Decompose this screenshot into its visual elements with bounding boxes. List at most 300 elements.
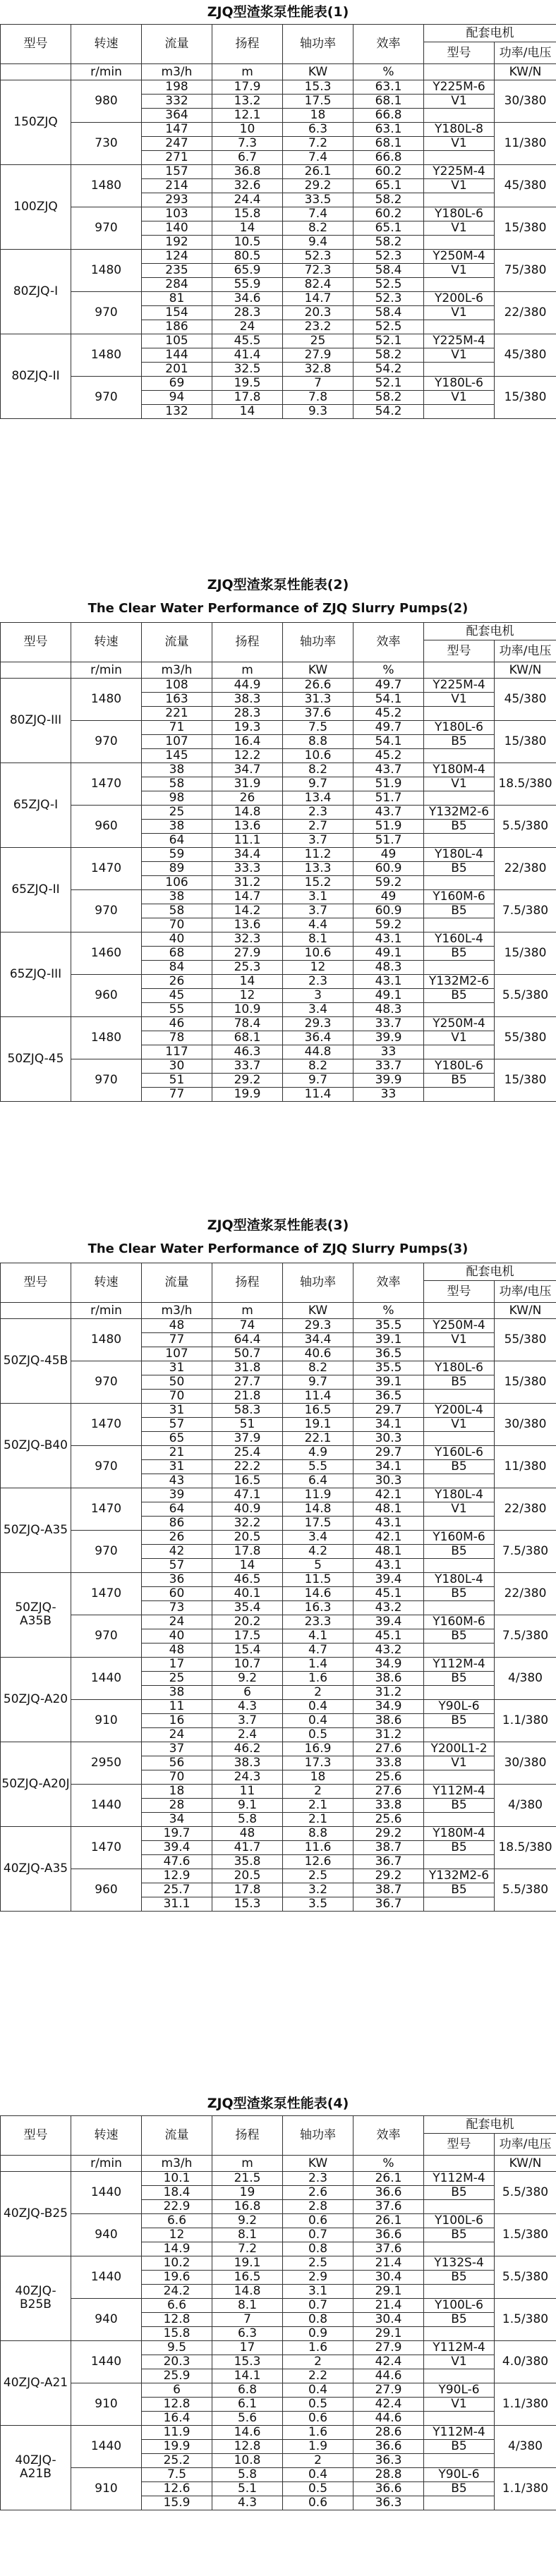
motor-model-value: Y200L-6 bbox=[424, 291, 495, 305]
head-value: 12 bbox=[212, 988, 283, 1002]
power-volt-value: 22/380 bbox=[495, 291, 556, 334]
motor-model-value: Y180M-4 bbox=[424, 1826, 495, 1840]
efficiency-value: 36.5 bbox=[353, 1347, 424, 1361]
col-header-motor-group: 配套电机 bbox=[424, 2116, 556, 2134]
efficiency-value: 43.7 bbox=[353, 763, 424, 777]
power-volt-value: 5.5/380 bbox=[495, 974, 556, 1016]
unit-power-volt: KW/N bbox=[495, 1302, 556, 1318]
motor-model-value: B5 bbox=[424, 988, 495, 1002]
motor-model-value: B5 bbox=[424, 1375, 495, 1389]
flow-value: 201 bbox=[142, 362, 212, 376]
shaft-power-value: 20.3 bbox=[283, 305, 353, 320]
efficiency-value: 36.6 bbox=[353, 2228, 424, 2242]
shaft-power-value: 4.7 bbox=[283, 1643, 353, 1657]
efficiency-value: 54.2 bbox=[353, 362, 424, 376]
power-volt-value: 4/380 bbox=[495, 2425, 556, 2467]
motor-model-value: Y180L-4 bbox=[424, 1572, 495, 1586]
shaft-power-value: 12 bbox=[283, 960, 353, 974]
head-value: 32.5 bbox=[212, 362, 283, 376]
speed-value: 1470 bbox=[71, 763, 142, 805]
efficiency-value: 51.9 bbox=[353, 777, 424, 791]
shaft-power-value: 14.8 bbox=[283, 1502, 353, 1516]
shaft-power-value: 8.2 bbox=[283, 1059, 353, 1073]
motor-model-value: Y100L-6 bbox=[424, 2213, 495, 2228]
shaft-power-value: 16.5 bbox=[283, 1403, 353, 1417]
flow-value: 107 bbox=[142, 734, 212, 748]
power-volt-value: 1.1/380 bbox=[495, 1699, 556, 1742]
shaft-power-value: 18 bbox=[283, 108, 353, 122]
motor-model-value: Y112M-4 bbox=[424, 2171, 495, 2185]
motor-model-value: Y132M2-6 bbox=[424, 805, 495, 819]
head-value: 65.9 bbox=[212, 263, 283, 277]
efficiency-value: 26.1 bbox=[353, 2171, 424, 2185]
flow-value: 15.8 bbox=[142, 2326, 212, 2340]
flow-value: 20.3 bbox=[142, 2355, 212, 2369]
head-value: 47.1 bbox=[212, 1488, 283, 1502]
table-row bbox=[1, 720, 556, 734]
efficiency-value: 51.9 bbox=[353, 819, 424, 833]
unit-speed: r/min bbox=[71, 662, 142, 678]
efficiency-value: 29.1 bbox=[353, 2284, 424, 2298]
head-value: 16.8 bbox=[212, 2199, 283, 2213]
head-value: 34.6 bbox=[212, 291, 283, 305]
head-value: 40.1 bbox=[212, 1586, 283, 1600]
head-value: 10 bbox=[212, 122, 283, 136]
table-section bbox=[0, 573, 556, 1101]
shaft-power-value: 0.5 bbox=[283, 2481, 353, 2496]
col-header-flow: 流量 bbox=[142, 1263, 212, 1303]
flow-value: 18 bbox=[142, 1784, 212, 1798]
shaft-power-value: 0.4 bbox=[283, 2383, 353, 2397]
table-row bbox=[1, 1445, 556, 1459]
flow-value: 46 bbox=[142, 1016, 212, 1031]
head-value: 14.8 bbox=[212, 805, 283, 819]
shaft-power-value: 40.6 bbox=[283, 1347, 353, 1361]
motor-model-value bbox=[424, 1087, 495, 1101]
efficiency-value: 65.1 bbox=[353, 221, 424, 235]
shaft-power-value: 11.4 bbox=[283, 1087, 353, 1101]
head-value: 32.2 bbox=[212, 1516, 283, 1530]
flow-value: 60 bbox=[142, 1586, 212, 1600]
flow-value: 284 bbox=[142, 277, 212, 291]
table-row bbox=[1, 334, 556, 348]
motor-model-value bbox=[424, 2326, 495, 2340]
shaft-power-value: 5 bbox=[283, 1558, 353, 1572]
head-value: 19.1 bbox=[212, 2256, 283, 2270]
head-value: 5.1 bbox=[212, 2481, 283, 2496]
col-header-efficiency: 效率 bbox=[353, 2116, 424, 2156]
shaft-power-value: 3.7 bbox=[283, 833, 353, 847]
motor-model-value bbox=[424, 193, 495, 207]
unit-motor bbox=[424, 63, 495, 80]
motor-model-value: Y160L-4 bbox=[424, 932, 495, 946]
flow-value: 36 bbox=[142, 1572, 212, 1586]
flow-value: 26 bbox=[142, 1530, 212, 1544]
power-volt-value: 4/380 bbox=[495, 1657, 556, 1699]
flow-value: 17 bbox=[142, 1657, 212, 1671]
flow-value: 19.9 bbox=[142, 2439, 212, 2453]
power-volt-value: 22/380 bbox=[495, 847, 556, 889]
col-header-head: 扬程 bbox=[212, 25, 283, 64]
speed-value: 1470 bbox=[71, 847, 142, 889]
shaft-power-value: 44.8 bbox=[283, 1045, 353, 1059]
table-row bbox=[1, 1699, 556, 1713]
flow-value: 70 bbox=[142, 918, 212, 932]
power-volt-value: 7.5/380 bbox=[495, 1530, 556, 1572]
shaft-power-value: 8.2 bbox=[283, 1361, 353, 1375]
flow-value: 163 bbox=[142, 692, 212, 706]
unit-flow: m3/h bbox=[142, 1302, 212, 1318]
model-name: 50ZJQ-45B bbox=[1, 1318, 71, 1403]
motor-model-value bbox=[424, 404, 495, 418]
shaft-power-value: 0.4 bbox=[283, 2467, 353, 2481]
flow-value: 235 bbox=[142, 263, 212, 277]
table-row bbox=[1, 2383, 556, 2397]
flow-value: 31 bbox=[142, 1459, 212, 1474]
head-value: 12.2 bbox=[212, 748, 283, 763]
motor-model-value bbox=[424, 833, 495, 847]
table-row bbox=[1, 164, 556, 178]
flow-value: 65 bbox=[142, 1431, 212, 1445]
power-volt-value: 45/380 bbox=[495, 678, 556, 720]
efficiency-value: 38.7 bbox=[353, 1883, 424, 1897]
motor-model-value: B5 bbox=[424, 1883, 495, 1897]
efficiency-value: 36.6 bbox=[353, 2185, 424, 2199]
power-volt-value: 4.0/380 bbox=[495, 2340, 556, 2383]
shaft-power-value: 1.6 bbox=[283, 2340, 353, 2355]
motor-model-value bbox=[424, 1347, 495, 1361]
efficiency-value: 52.5 bbox=[353, 277, 424, 291]
shaft-power-value: 13.3 bbox=[283, 861, 353, 875]
speed-value: 1440 bbox=[71, 2171, 142, 2213]
efficiency-value: 28.8 bbox=[353, 2467, 424, 2481]
head-value: 51 bbox=[212, 1417, 283, 1431]
col-header-efficiency: 效率 bbox=[353, 623, 424, 662]
flow-value: 31 bbox=[142, 1361, 212, 1375]
flow-value: 16.4 bbox=[142, 2411, 212, 2425]
efficiency-value: 58.2 bbox=[353, 235, 424, 249]
flow-value: 157 bbox=[142, 164, 212, 178]
efficiency-value: 44.6 bbox=[353, 2369, 424, 2383]
head-value: 41.7 bbox=[212, 1840, 283, 1854]
flow-value: 57 bbox=[142, 1558, 212, 1572]
shaft-power-value: 8.8 bbox=[283, 1826, 353, 1840]
model-name: 150ZJQ bbox=[1, 80, 71, 164]
motor-model-value: B5 bbox=[424, 861, 495, 875]
col-header-motor-model: 型号 bbox=[424, 42, 495, 64]
flow-value: 70 bbox=[142, 1770, 212, 1784]
shaft-power-value: 9.7 bbox=[283, 1073, 353, 1087]
speed-value: 970 bbox=[71, 889, 142, 932]
motor-model-value: B5 bbox=[424, 1586, 495, 1600]
motor-model-value: B5 bbox=[424, 2270, 495, 2284]
shaft-power-value: 1.6 bbox=[283, 2425, 353, 2439]
head-value: 12.1 bbox=[212, 108, 283, 122]
efficiency-value: 31.2 bbox=[353, 1727, 424, 1742]
model-name: 40ZJQ-B25 bbox=[1, 2171, 71, 2256]
col-header-power-volt: 功率/电压 bbox=[495, 2134, 556, 2156]
head-value: 10.5 bbox=[212, 235, 283, 249]
head-value: 17.8 bbox=[212, 1883, 283, 1897]
head-value: 26 bbox=[212, 791, 283, 805]
speed-value: 1440 bbox=[71, 2256, 142, 2298]
shaft-power-value: 16.3 bbox=[283, 1600, 353, 1615]
efficiency-value: 51.7 bbox=[353, 833, 424, 847]
flow-value: 78 bbox=[142, 1031, 212, 1045]
speed-value: 910 bbox=[71, 2467, 142, 2510]
motor-model-value: V1 bbox=[424, 1332, 495, 1347]
flow-value: 15.9 bbox=[142, 2496, 212, 2510]
head-value: 13.2 bbox=[212, 94, 283, 108]
motor-model-value: Y112M-4 bbox=[424, 2425, 495, 2439]
efficiency-value: 44.6 bbox=[353, 2411, 424, 2425]
head-value: 14.1 bbox=[212, 2369, 283, 2383]
head-value: 15.4 bbox=[212, 1643, 283, 1657]
power-volt-value: 30/380 bbox=[495, 1742, 556, 1784]
shaft-power-value: 18 bbox=[283, 1770, 353, 1784]
flow-value: 11.9 bbox=[142, 2425, 212, 2439]
efficiency-value: 49.1 bbox=[353, 946, 424, 960]
table-section bbox=[0, 2091, 556, 2510]
motor-model-value: Y180L-4 bbox=[424, 1488, 495, 1502]
motor-model-value: Y180L-6 bbox=[424, 376, 495, 390]
head-value: 20.2 bbox=[212, 1615, 283, 1629]
flow-value: 73 bbox=[142, 1600, 212, 1615]
head-value: 21.5 bbox=[212, 2171, 283, 2185]
motor-model-value bbox=[424, 748, 495, 763]
flow-value: 16 bbox=[142, 1713, 212, 1727]
shaft-power-value: 23.3 bbox=[283, 1615, 353, 1629]
motor-model-value: B5 bbox=[424, 1544, 495, 1558]
motor-model-value: B5 bbox=[424, 1671, 495, 1685]
flow-value: 25 bbox=[142, 1671, 212, 1685]
efficiency-value: 63.1 bbox=[353, 122, 424, 136]
flow-value: 271 bbox=[142, 150, 212, 164]
head-value: 37.9 bbox=[212, 1431, 283, 1445]
efficiency-value: 36.5 bbox=[353, 1389, 424, 1403]
flow-value: 45 bbox=[142, 988, 212, 1002]
power-volt-value: 5.5/380 bbox=[495, 2171, 556, 2213]
power-volt-value: 7.5/380 bbox=[495, 1615, 556, 1657]
motor-model-value: Y112M-4 bbox=[424, 2340, 495, 2355]
motor-model-value: Y225M-4 bbox=[424, 678, 495, 692]
head-value: 25.4 bbox=[212, 1445, 283, 1459]
shaft-power-value: 26.1 bbox=[283, 164, 353, 178]
table-row bbox=[1, 2256, 556, 2270]
shaft-power-value: 0.6 bbox=[283, 2496, 353, 2510]
table-row bbox=[1, 805, 556, 819]
motor-model-value: B5 bbox=[424, 819, 495, 833]
speed-value: 1470 bbox=[71, 1826, 142, 1869]
efficiency-value: 48.3 bbox=[353, 960, 424, 974]
head-value: 10.9 bbox=[212, 1002, 283, 1016]
efficiency-value: 39.4 bbox=[353, 1572, 424, 1586]
power-volt-value: 1.5/380 bbox=[495, 2213, 556, 2256]
motor-model-value: V1 bbox=[424, 390, 495, 404]
shaft-power-value: 10.6 bbox=[283, 946, 353, 960]
motor-model-value bbox=[424, 1854, 495, 1869]
model-name: 100ZJQ bbox=[1, 164, 71, 249]
head-value: 6.8 bbox=[212, 2383, 283, 2397]
col-header-head: 扬程 bbox=[212, 623, 283, 662]
efficiency-value: 36.7 bbox=[353, 1854, 424, 1869]
shaft-power-value: 19.1 bbox=[283, 1417, 353, 1431]
power-volt-value: 18.5/380 bbox=[495, 763, 556, 805]
col-header-flow: 流量 bbox=[142, 25, 212, 64]
head-value: 3.7 bbox=[212, 1713, 283, 1727]
model-name: 65ZJQ-I bbox=[1, 763, 71, 847]
head-value: 44.9 bbox=[212, 678, 283, 692]
head-value: 25.3 bbox=[212, 960, 283, 974]
efficiency-value: 34.1 bbox=[353, 1459, 424, 1474]
shaft-power-value: 0.4 bbox=[283, 1699, 353, 1713]
unit-speed: r/min bbox=[71, 63, 142, 80]
head-value: 48 bbox=[212, 1826, 283, 1840]
efficiency-value: 39.9 bbox=[353, 1031, 424, 1045]
efficiency-value: 35.5 bbox=[353, 1361, 424, 1375]
efficiency-value: 36.7 bbox=[353, 1897, 424, 1911]
model-name: 40ZJQ-A21B bbox=[1, 2425, 71, 2510]
head-value: 15.8 bbox=[212, 207, 283, 221]
head-value: 68.1 bbox=[212, 1031, 283, 1045]
head-value: 34.7 bbox=[212, 763, 283, 777]
head-value: 22.2 bbox=[212, 1459, 283, 1474]
model-name: 50ZJQ-A20 bbox=[1, 1657, 71, 1742]
flow-value: 147 bbox=[142, 122, 212, 136]
head-value: 5.8 bbox=[212, 1812, 283, 1826]
motor-model-value bbox=[424, 2284, 495, 2298]
motor-model-value: V1 bbox=[424, 1417, 495, 1431]
motor-model-value: Y90L-6 bbox=[424, 1699, 495, 1713]
unit-motor bbox=[424, 1302, 495, 1318]
table-title-cn: ZJQ型渣浆泵性能表(2) bbox=[207, 577, 349, 593]
shaft-power-value: 0.6 bbox=[283, 2411, 353, 2425]
table-row bbox=[1, 763, 556, 777]
col-header-model: 型号 bbox=[1, 623, 71, 662]
model-name: 80ZJQ-I bbox=[1, 249, 71, 334]
motor-model-value: V1 bbox=[424, 2397, 495, 2411]
efficiency-value: 43.2 bbox=[353, 1600, 424, 1615]
efficiency-value: 29.2 bbox=[353, 1826, 424, 1840]
model-name: 80ZJQ-III bbox=[1, 678, 71, 763]
head-value: 50.7 bbox=[212, 1347, 283, 1361]
efficiency-value: 25.6 bbox=[353, 1770, 424, 1784]
efficiency-value: 58.4 bbox=[353, 263, 424, 277]
table-row bbox=[1, 2298, 556, 2312]
power-volt-value: 15/380 bbox=[495, 376, 556, 418]
shaft-power-value: 7.5 bbox=[283, 720, 353, 734]
unit-efficiency: % bbox=[353, 2155, 424, 2171]
motor-model-value bbox=[424, 1516, 495, 1530]
flow-value: 31 bbox=[142, 1403, 212, 1417]
unit-head: m bbox=[212, 1302, 283, 1318]
flow-value: 6 bbox=[142, 2383, 212, 2397]
shaft-power-value: 11.4 bbox=[283, 1389, 353, 1403]
speed-value: 2950 bbox=[71, 1742, 142, 1784]
flow-value: 9.5 bbox=[142, 2340, 212, 2355]
motor-model-value bbox=[424, 108, 495, 122]
head-value: 35.8 bbox=[212, 1854, 283, 1869]
flow-value: 221 bbox=[142, 706, 212, 720]
power-volt-value: 15/380 bbox=[495, 932, 556, 974]
units-model bbox=[1, 2155, 71, 2171]
efficiency-value: 54.1 bbox=[353, 692, 424, 706]
performance-table bbox=[0, 622, 556, 1102]
efficiency-value: 58.2 bbox=[353, 348, 424, 362]
efficiency-value: 33 bbox=[353, 1045, 424, 1059]
efficiency-value: 29.7 bbox=[353, 1403, 424, 1417]
head-value: 12.8 bbox=[212, 2439, 283, 2453]
head-value: 10.7 bbox=[212, 1657, 283, 1671]
power-volt-value: 22/380 bbox=[495, 1488, 556, 1530]
col-header-model: 型号 bbox=[1, 2116, 71, 2156]
shaft-power-value: 0.5 bbox=[283, 2397, 353, 2411]
motor-model-value: V1 bbox=[424, 2355, 495, 2369]
flow-value: 186 bbox=[142, 320, 212, 334]
flow-value: 21 bbox=[142, 1445, 212, 1459]
motor-model-value bbox=[424, 918, 495, 932]
efficiency-value: 49.7 bbox=[353, 720, 424, 734]
shaft-power-value: 23.2 bbox=[283, 320, 353, 334]
speed-value: 960 bbox=[71, 1869, 142, 1911]
flow-value: 22.9 bbox=[142, 2199, 212, 2213]
efficiency-value: 52.3 bbox=[353, 291, 424, 305]
shaft-power-value: 22.1 bbox=[283, 1431, 353, 1445]
model-name: 50ZJQ-B40 bbox=[1, 1403, 71, 1488]
efficiency-value: 48.3 bbox=[353, 1002, 424, 1016]
efficiency-value: 39.9 bbox=[353, 1073, 424, 1087]
efficiency-value: 66.8 bbox=[353, 108, 424, 122]
efficiency-value: 33 bbox=[353, 1087, 424, 1101]
speed-value: 1480 bbox=[71, 164, 142, 207]
motor-model-value: Y180L-6 bbox=[424, 1059, 495, 1073]
motor-model-value bbox=[424, 875, 495, 889]
motor-model-value: Y112M-4 bbox=[424, 1784, 495, 1798]
col-header-shaft-power: 轴功率 bbox=[283, 25, 353, 64]
table-row bbox=[1, 1403, 556, 1417]
efficiency-value: 60.9 bbox=[353, 861, 424, 875]
shaft-power-value: 33.5 bbox=[283, 193, 353, 207]
efficiency-value: 59.2 bbox=[353, 918, 424, 932]
power-volt-value: 15/380 bbox=[495, 1361, 556, 1403]
table-row bbox=[1, 80, 556, 94]
flow-value: 293 bbox=[142, 193, 212, 207]
motor-model-value bbox=[424, 960, 495, 974]
speed-value: 960 bbox=[71, 974, 142, 1016]
flow-value: 117 bbox=[142, 1045, 212, 1059]
efficiency-value: 68.1 bbox=[353, 94, 424, 108]
shaft-power-value: 11.6 bbox=[283, 1840, 353, 1854]
col-header-speed: 转速 bbox=[71, 1263, 142, 1303]
head-value: 40.9 bbox=[212, 1502, 283, 1516]
efficiency-value: 39.1 bbox=[353, 1375, 424, 1389]
motor-model-value: V1 bbox=[424, 1756, 495, 1770]
flow-value: 42 bbox=[142, 1544, 212, 1558]
efficiency-value: 43.1 bbox=[353, 1516, 424, 1530]
efficiency-value: 29.1 bbox=[353, 2326, 424, 2340]
motor-model-value: B5 bbox=[424, 2439, 495, 2453]
shaft-power-value: 2.2 bbox=[283, 2369, 353, 2383]
efficiency-value: 48.1 bbox=[353, 1502, 424, 1516]
shaft-power-value: 8.2 bbox=[283, 221, 353, 235]
motor-model-value: V1 bbox=[424, 1031, 495, 1045]
shaft-power-value: 8.2 bbox=[283, 763, 353, 777]
unit-head: m bbox=[212, 2155, 283, 2171]
head-value: 17.5 bbox=[212, 1629, 283, 1643]
shaft-power-value: 2.1 bbox=[283, 1798, 353, 1812]
efficiency-value: 43.1 bbox=[353, 1558, 424, 1572]
performance-table bbox=[0, 1263, 556, 1912]
